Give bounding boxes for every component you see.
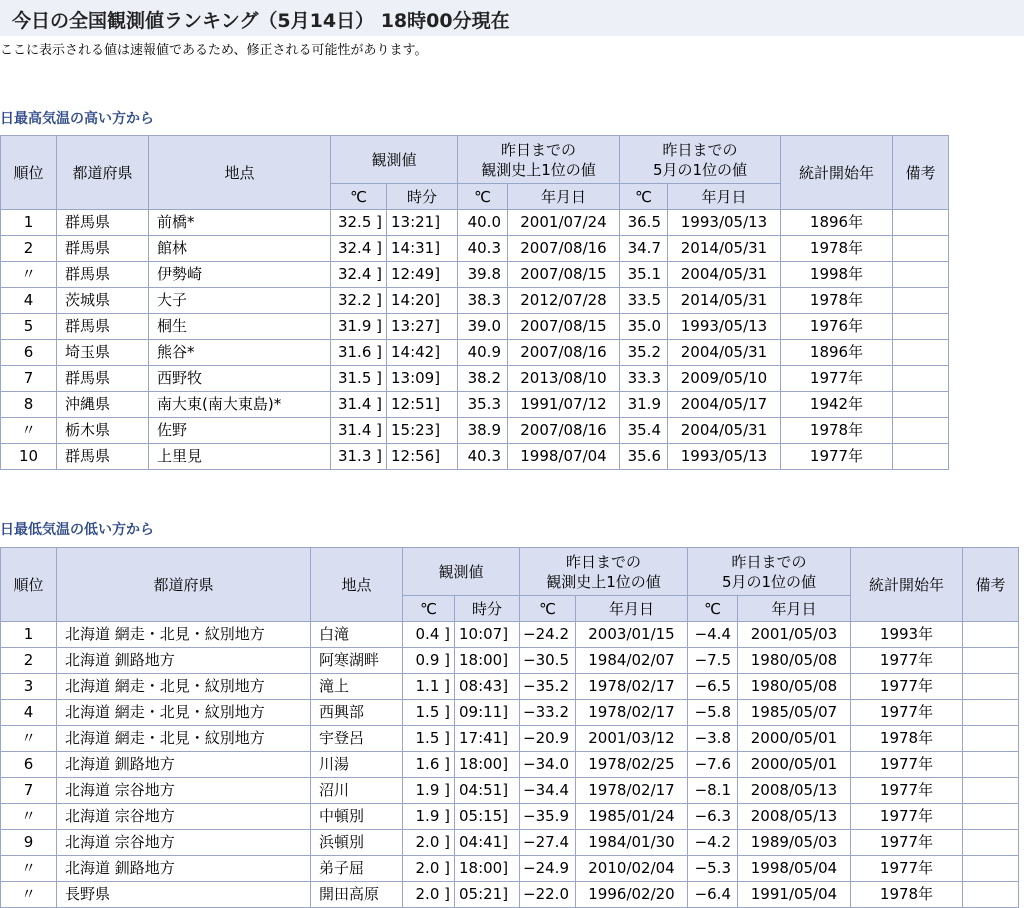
cell-prefecture: 群馬県 (57, 314, 149, 340)
table-row (1, 752, 1019, 778)
cell-month-record-value: −5.8 (688, 700, 738, 726)
cell-start-year: 1896年 (781, 210, 893, 236)
cell-record-date: 2012/07/28 (508, 288, 620, 314)
cell-record-date: 2007/08/16 (508, 418, 620, 444)
cell-record-date: 1984/01/30 (576, 830, 688, 856)
cell-record-value: −27.4 (520, 830, 576, 856)
page-title: 今日の全国観測値ランキング（5月14日） 18時00分現在 (12, 10, 510, 32)
cell-month-record-date: 2009/05/10 (668, 366, 781, 392)
cell-record-value: 39.0 (458, 314, 508, 340)
cell-start-year: 1977年 (851, 804, 963, 830)
cell-record-date: 1985/01/24 (576, 804, 688, 830)
col-record-all-line1: 昨日までの (500, 140, 576, 159)
cell-month-record-value: 35.0 (620, 314, 668, 340)
cell-location: 伊勢崎 (149, 262, 331, 288)
cell-observed-time: 18:00] (455, 752, 520, 778)
cell-rank: 5 (1, 314, 57, 340)
col-observed: 観測値 (331, 136, 458, 184)
cell-location: 前橋* (149, 210, 331, 236)
cell-remarks (893, 236, 949, 262)
cell-prefecture: 北海道 網走・北見・紋別地方 (57, 622, 311, 648)
cell-location: 浜頓別 (311, 830, 403, 856)
cell-rank: 7 (1, 778, 57, 804)
col-observed-time: 時分 (455, 596, 520, 622)
cell-location: 西野牧 (149, 366, 331, 392)
col-observed-time: 時分 (387, 184, 458, 210)
col-record-all-line1: 昨日までの (565, 552, 641, 571)
cell-remarks (893, 288, 949, 314)
cell-remarks (893, 210, 949, 236)
col-prefecture: 都道府県 (57, 136, 149, 210)
cell-month-record-value: −6.5 (688, 674, 738, 700)
cell-record-value: −24.2 (520, 622, 576, 648)
cell-location: 宇登呂 (311, 726, 403, 752)
cell-observed-time: 04:51] (455, 778, 520, 804)
cell-start-year: 1978年 (781, 288, 893, 314)
cell-rank: 〃 (1, 856, 57, 882)
cell-record-date: 1978/02/17 (576, 700, 688, 726)
cell-record-value: 38.2 (458, 366, 508, 392)
cell-start-year: 1998年 (781, 262, 893, 288)
cell-rank: 2 (1, 648, 57, 674)
col-record-month-date: 年月日 (668, 184, 781, 210)
cell-observed-value: 0.4 ] (403, 622, 455, 648)
cell-observed-value: 1.6 ] (403, 752, 455, 778)
col-observed-deg: ℃ (331, 184, 387, 210)
col-observed: 観測値 (403, 548, 520, 596)
cell-rank: 3 (1, 674, 57, 700)
cell-location: 滝上 (311, 674, 403, 700)
cell-month-record-date: 2014/05/31 (668, 288, 781, 314)
cell-month-record-date: 2000/05/01 (738, 752, 851, 778)
cell-start-year: 1977年 (851, 830, 963, 856)
cell-start-year: 1977年 (851, 778, 963, 804)
cell-observed-time: 05:21] (455, 882, 520, 908)
cell-observed-value: 32.5 ] (331, 210, 387, 236)
cell-observed-time: 09:11] (455, 700, 520, 726)
cell-prefecture: 北海道 網走・北見・紋別地方 (57, 700, 311, 726)
table-row (1, 726, 1019, 752)
cell-month-record-value: −4.2 (688, 830, 738, 856)
cell-observed-time: 12:51] (387, 392, 458, 418)
cell-location: 弟子屈 (311, 856, 403, 882)
cell-rank: 1 (1, 210, 57, 236)
table-row (1, 804, 1019, 830)
col-location: 地点 (311, 548, 403, 622)
cell-record-date: 2007/08/16 (508, 236, 620, 262)
cell-observed-value: 32.4 ] (331, 236, 387, 262)
table-row (1, 778, 1019, 804)
cell-record-value: −20.9 (520, 726, 576, 752)
col-record-all-date: 年月日 (508, 184, 620, 210)
cell-record-value: −34.4 (520, 778, 576, 804)
cell-month-record-date: 1989/05/03 (738, 830, 851, 856)
cell-rank: 4 (1, 288, 57, 314)
table-row (1, 444, 949, 470)
cell-remarks (963, 830, 1019, 856)
cell-month-record-date: 1980/05/08 (738, 674, 851, 700)
cell-rank: 6 (1, 752, 57, 778)
cell-prefecture: 長野県 (57, 882, 311, 908)
cell-rank: 10 (1, 444, 57, 470)
cell-month-record-date: 2004/05/31 (668, 262, 781, 288)
cell-month-record-value: 35.2 (620, 340, 668, 366)
cell-record-value: 40.3 (458, 236, 508, 262)
cell-record-value: −35.9 (520, 804, 576, 830)
cell-observed-time: 14:20] (387, 288, 458, 314)
cell-start-year: 1896年 (781, 340, 893, 366)
cell-observed-time: 05:15] (455, 804, 520, 830)
cell-record-value: 35.3 (458, 392, 508, 418)
col-remarks: 備考 (893, 136, 949, 210)
cell-month-record-value: 34.7 (620, 236, 668, 262)
cell-observed-value: 2.0 ] (403, 856, 455, 882)
col-record-month (620, 136, 781, 184)
table-row (1, 210, 949, 236)
col-rank: 順位 (1, 136, 57, 210)
col-prefecture: 都道府県 (57, 548, 311, 622)
cell-month-record-date: 1998/05/04 (738, 856, 851, 882)
cell-record-value: 40.9 (458, 340, 508, 366)
cell-rank: 7 (1, 366, 57, 392)
cell-location: 佐野 (149, 418, 331, 444)
cell-month-record-date: 1980/05/08 (738, 648, 851, 674)
col-record-all (458, 136, 620, 184)
cell-month-record-value: −3.8 (688, 726, 738, 752)
col-record-all-line2: 観測史上1位の値 (546, 572, 661, 591)
cell-location: 熊谷* (149, 340, 331, 366)
col-location: 地点 (149, 136, 331, 210)
cell-observed-value: 31.3 ] (331, 444, 387, 470)
cell-remarks (963, 622, 1019, 648)
col-remarks: 備考 (963, 548, 1019, 622)
cell-record-date: 2007/08/16 (508, 340, 620, 366)
cell-observed-value: 1.5 ] (403, 726, 455, 752)
cell-prefecture: 群馬県 (57, 210, 149, 236)
cell-observed-time: 14:42] (387, 340, 458, 366)
cell-month-record-value: −7.6 (688, 752, 738, 778)
cell-remarks (893, 340, 949, 366)
col-record-all (520, 548, 688, 596)
cell-remarks (963, 648, 1019, 674)
cell-prefecture: 北海道 網走・北見・紋別地方 (57, 726, 311, 752)
cell-observed-time: 08:43] (455, 674, 520, 700)
col-record-month-deg: ℃ (620, 184, 668, 210)
cell-month-record-value: −7.5 (688, 648, 738, 674)
cell-observed-value: 31.5 ] (331, 366, 387, 392)
col-record-all-deg: ℃ (458, 184, 508, 210)
table-row (1, 830, 1019, 856)
cell-record-date: 1978/02/17 (576, 674, 688, 700)
cell-record-date: 2010/02/04 (576, 856, 688, 882)
cell-month-record-value: 33.3 (620, 366, 668, 392)
cell-month-record-value: 35.1 (620, 262, 668, 288)
table-row (1, 262, 949, 288)
cell-location: 大子 (149, 288, 331, 314)
cell-rank: 9 (1, 830, 57, 856)
col-record-month (688, 548, 851, 596)
cell-rank: 〃 (1, 262, 57, 288)
cell-prefecture: 北海道 宗谷地方 (57, 778, 311, 804)
cell-prefecture: 群馬県 (57, 444, 149, 470)
low-temp-table (0, 547, 1019, 908)
col-record-month-line2: 5月の1位の値 (721, 572, 817, 591)
disclaimer-note: ここに表示される値は速報値であるため、修正される可能性があります。 (0, 43, 428, 58)
table-row (1, 366, 949, 392)
high-temp-heading: 日最高気温の高い方から (0, 111, 154, 127)
cell-prefecture: 北海道 釧路地方 (57, 648, 311, 674)
cell-record-value: 40.0 (458, 210, 508, 236)
cell-month-record-date: 1993/05/13 (668, 314, 781, 340)
col-rank: 順位 (1, 548, 57, 622)
cell-record-date: 1978/02/25 (576, 752, 688, 778)
cell-start-year: 1977年 (781, 444, 893, 470)
cell-observed-time: 12:56] (387, 444, 458, 470)
cell-observed-value: 1.1 ] (403, 674, 455, 700)
cell-location: 白滝 (311, 622, 403, 648)
table-row (1, 648, 1019, 674)
col-record-month-line1: 昨日までの (662, 140, 738, 159)
cell-observed-time: 13:21] (387, 210, 458, 236)
cell-observed-value: 31.9 ] (331, 314, 387, 340)
cell-observed-value: 31.6 ] (331, 340, 387, 366)
cell-observed-value: 32.4 ] (331, 262, 387, 288)
col-record-all-date: 年月日 (576, 596, 688, 622)
cell-record-date: 1978/02/17 (576, 778, 688, 804)
cell-prefecture: 北海道 宗谷地方 (57, 830, 311, 856)
cell-remarks (893, 418, 949, 444)
cell-location: 中頓別 (311, 804, 403, 830)
cell-month-record-value: −6.4 (688, 882, 738, 908)
cell-observed-value: 2.0 ] (403, 830, 455, 856)
cell-location: 南大東(南大東島)* (149, 392, 331, 418)
cell-month-record-date: 2008/05/13 (738, 778, 851, 804)
table-row (1, 674, 1019, 700)
cell-observed-value: 31.4 ] (331, 392, 387, 418)
cell-prefecture: 埼玉県 (57, 340, 149, 366)
cell-prefecture: 群馬県 (57, 262, 149, 288)
cell-month-record-value: 33.5 (620, 288, 668, 314)
cell-observed-time: 14:31] (387, 236, 458, 262)
cell-rank: 1 (1, 622, 57, 648)
cell-observed-value: 1.9 ] (403, 778, 455, 804)
cell-start-year: 1977年 (851, 700, 963, 726)
cell-location: 館林 (149, 236, 331, 262)
table-row (1, 856, 1019, 882)
cell-remarks (893, 262, 949, 288)
cell-month-record-value: 31.9 (620, 392, 668, 418)
cell-record-date: 2001/03/12 (576, 726, 688, 752)
cell-start-year: 1978年 (781, 418, 893, 444)
col-observed-deg: ℃ (403, 596, 455, 622)
cell-record-value: 40.3 (458, 444, 508, 470)
cell-rank: 8 (1, 392, 57, 418)
cell-location: 沼川 (311, 778, 403, 804)
cell-month-record-value: −5.3 (688, 856, 738, 882)
cell-prefecture: 栃木県 (57, 418, 149, 444)
cell-record-date: 1998/07/04 (508, 444, 620, 470)
cell-month-record-value: −8.1 (688, 778, 738, 804)
cell-observed-value: 2.0 ] (403, 882, 455, 908)
cell-remarks (963, 700, 1019, 726)
col-record-month-line1: 昨日までの (731, 552, 807, 571)
cell-observed-value: 1.9 ] (403, 804, 455, 830)
cell-location: 西興部 (311, 700, 403, 726)
cell-remarks (963, 804, 1019, 830)
cell-start-year: 1978年 (851, 882, 963, 908)
cell-observed-value: 31.4 ] (331, 418, 387, 444)
cell-record-date: 2013/08/10 (508, 366, 620, 392)
cell-start-year: 1977年 (851, 752, 963, 778)
cell-month-record-date: 2001/05/03 (738, 622, 851, 648)
table-row (1, 882, 1019, 908)
cell-location: 桐生 (149, 314, 331, 340)
cell-observed-time: 12:49] (387, 262, 458, 288)
cell-month-record-date: 1993/05/13 (668, 210, 781, 236)
cell-prefecture: 群馬県 (57, 236, 149, 262)
cell-start-year: 1978年 (851, 726, 963, 752)
table-row (1, 622, 1019, 648)
cell-record-value: 38.3 (458, 288, 508, 314)
table-row (1, 340, 949, 366)
cell-record-value: −35.2 (520, 674, 576, 700)
cell-record-date: 1991/07/12 (508, 392, 620, 418)
col-start-year: 統計開始年 (851, 548, 963, 622)
cell-rank: 〃 (1, 726, 57, 752)
cell-month-record-date: 1991/05/04 (738, 882, 851, 908)
cell-month-record-value: 35.4 (620, 418, 668, 444)
high-temp-table (0, 135, 949, 470)
table-row (1, 314, 949, 340)
table-row (1, 700, 1019, 726)
cell-observed-time: 18:00] (455, 648, 520, 674)
cell-location: 開田高原 (311, 882, 403, 908)
cell-observed-time: 18:00] (455, 856, 520, 882)
table-row (1, 236, 949, 262)
table-row (1, 288, 949, 314)
cell-observed-time: 15:23] (387, 418, 458, 444)
cell-observed-time: 17:41] (455, 726, 520, 752)
cell-location: 川湯 (311, 752, 403, 778)
cell-remarks (893, 366, 949, 392)
cell-location: 阿寒湖畔 (311, 648, 403, 674)
cell-start-year: 1977年 (851, 674, 963, 700)
cell-month-record-value: 36.5 (620, 210, 668, 236)
cell-record-value: 39.8 (458, 262, 508, 288)
cell-rank: 〃 (1, 882, 57, 908)
col-start-year: 統計開始年 (781, 136, 893, 210)
col-record-all-deg: ℃ (520, 596, 576, 622)
cell-location: 上里見 (149, 444, 331, 470)
cell-observed-value: 0.9 ] (403, 648, 455, 674)
cell-observed-value: 32.2 ] (331, 288, 387, 314)
cell-month-record-date: 2004/05/31 (668, 340, 781, 366)
cell-record-value: −34.0 (520, 752, 576, 778)
cell-month-record-date: 2004/05/17 (668, 392, 781, 418)
cell-rank: 〃 (1, 418, 57, 444)
col-record-all-line2: 観測史上1位の値 (481, 160, 596, 179)
cell-record-date: 1996/02/20 (576, 882, 688, 908)
cell-prefecture: 群馬県 (57, 366, 149, 392)
cell-observed-time: 10:07] (455, 622, 520, 648)
cell-observed-time: 04:41] (455, 830, 520, 856)
cell-month-record-date: 2004/05/31 (668, 418, 781, 444)
cell-start-year: 1942年 (781, 392, 893, 418)
cell-record-value: −22.0 (520, 882, 576, 908)
cell-record-date: 2007/08/15 (508, 262, 620, 288)
cell-record-date: 2003/01/15 (576, 622, 688, 648)
cell-remarks (963, 856, 1019, 882)
col-record-month-date: 年月日 (738, 596, 851, 622)
cell-month-record-date: 2014/05/31 (668, 236, 781, 262)
cell-prefecture: 沖縄県 (57, 392, 149, 418)
cell-start-year: 1977年 (851, 648, 963, 674)
cell-remarks (893, 314, 949, 340)
cell-record-value: −24.9 (520, 856, 576, 882)
cell-month-record-value: 35.6 (620, 444, 668, 470)
cell-remarks (963, 726, 1019, 752)
cell-remarks (963, 778, 1019, 804)
cell-rank: 6 (1, 340, 57, 366)
cell-start-year: 1978年 (781, 236, 893, 262)
cell-prefecture: 北海道 宗谷地方 (57, 804, 311, 830)
cell-month-record-date: 1993/05/13 (668, 444, 781, 470)
cell-month-record-date: 1985/05/07 (738, 700, 851, 726)
cell-remarks (893, 444, 949, 470)
cell-rank: 〃 (1, 804, 57, 830)
cell-observed-time: 13:09] (387, 366, 458, 392)
cell-remarks (963, 674, 1019, 700)
cell-record-value: −33.2 (520, 700, 576, 726)
cell-observed-time: 13:27] (387, 314, 458, 340)
cell-rank: 2 (1, 236, 57, 262)
cell-month-record-date: 2008/05/13 (738, 804, 851, 830)
table-row (1, 392, 949, 418)
cell-rank: 4 (1, 700, 57, 726)
cell-record-value: 38.9 (458, 418, 508, 444)
col-record-month-line2: 5月の1位の値 (652, 160, 748, 179)
cell-month-record-date: 2000/05/01 (738, 726, 851, 752)
cell-record-value: −30.5 (520, 648, 576, 674)
table-row (1, 418, 949, 444)
cell-remarks (893, 392, 949, 418)
cell-prefecture: 北海道 網走・北見・紋別地方 (57, 674, 311, 700)
cell-record-date: 2007/08/15 (508, 314, 620, 340)
low-temp-heading: 日最低気温の低い方から (0, 522, 154, 538)
cell-prefecture: 北海道 釧路地方 (57, 752, 311, 778)
cell-month-record-value: −6.3 (688, 804, 738, 830)
cell-start-year: 1993年 (851, 622, 963, 648)
cell-prefecture: 茨城県 (57, 288, 149, 314)
cell-remarks (963, 752, 1019, 778)
cell-start-year: 1977年 (851, 856, 963, 882)
cell-remarks (963, 882, 1019, 908)
cell-record-date: 2001/07/24 (508, 210, 620, 236)
col-record-month-deg: ℃ (688, 596, 738, 622)
cell-start-year: 1977年 (781, 366, 893, 392)
cell-prefecture: 北海道 釧路地方 (57, 856, 311, 882)
cell-record-date: 1984/02/07 (576, 648, 688, 674)
cell-start-year: 1976年 (781, 314, 893, 340)
cell-observed-value: 1.5 ] (403, 700, 455, 726)
cell-month-record-value: −4.4 (688, 622, 738, 648)
